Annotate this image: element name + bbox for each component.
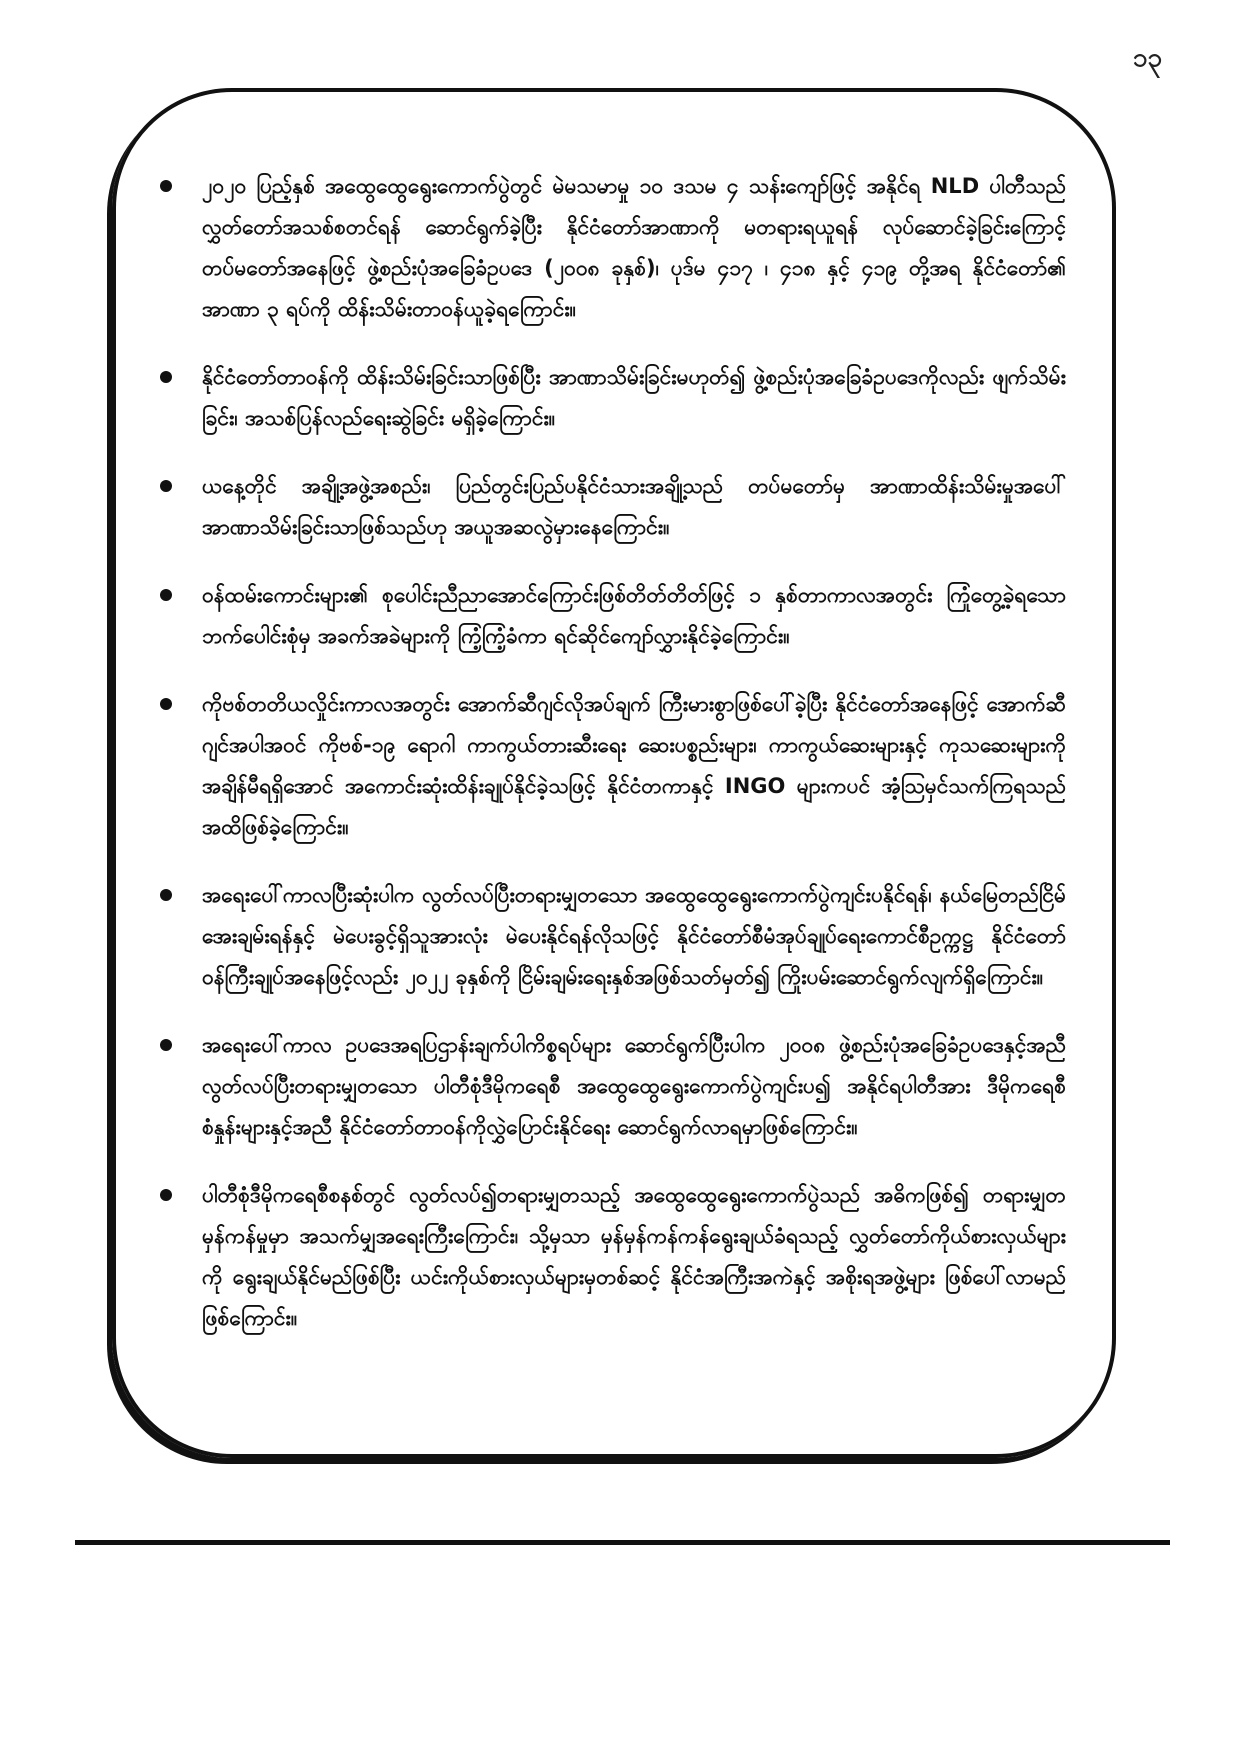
bullet-icon (160, 889, 172, 901)
list-item (160, 575, 1066, 657)
list-item-text: ယနေ့တိုင် အချို့အဖွဲ့အစည်း၊ ပြည်တွင်းပြည်ပနိုင်ငံသားအချို့သည် တပ်မတော်မှ အာဏာထိန်းသိမ်းမှုအပေါ် အာဏာသိမ်းခြင်းသာဖြစ်သည်ဟု အယူအဆလွဲမှားနေကြောင်း။ (202, 474, 1066, 539)
list-item-text: ကိုဗစ်တတိယလှိုင်းကာလအတွင်း အောက်ဆီဂျင်လိုအပ်ချက် ကြီးမားစွာဖြစ်ပေါ်ခဲ့ပြီး နိုင်ငံတော်အနေဖြင့် အောက်ဆီဂျင်အပါအဝင် ကိုဗစ်-၁၉ ရောဂါ ကာကွယ်တားဆီးရေး ဆေးပစ္စည်းများ၊ ကာကွယ်ဆေးများနှင့် ကုသဆေးများကို အချိန်မီရရှိအောင် အကောင်းဆုံးထိန်းချုပ်နိုင်ခဲ့သဖြင့် နိုင်ငံတကာနှင့် INGO များကပင် အံ့ဩမှင်သက်ကြရသည်အထိဖြစ်ခဲ့ကြောင်း။ (202, 692, 1066, 839)
page-number: ၁၃ (1132, 43, 1162, 73)
list-item (160, 466, 1066, 548)
bullet-icon (160, 589, 172, 601)
list-item-text: ပါတီစုံဒီမိုကရေစီစနစ်တွင် လွတ်လပ်၍တရားမျှတသည့် အထွေထွေရွေးကောက်ပွဲသည် အဓိကဖြစ်၍ တရားမျှတမှန်ကန်မှုမှာ အသက်မျှအရေးကြီးကြောင်း၊ သို့မှသာ မှန်မှန်ကန်ကန်ရွေးချယ်ခံရသည့် လွှတ်တော်ကိုယ်စားလှယ်များကို ရွေးချယ်နိုင်မည်ဖြစ်ပြီး ယင်းကိုယ်စားလှယ်များမှတစ်ဆင့် နိုင်ငံအကြီးအကဲနှင့် အစိုးရအဖွဲ့များ ဖြစ်ပေါ်လာမည်ဖြစ်ကြောင်း။ (202, 1183, 1066, 1330)
list-item (160, 684, 1066, 848)
list-item-text: ဝန်ထမ်းကောင်းများ၏ စုပေါင်းညီညာအောင်ကြောင်းဖြစ်တိတ်တိတ်ဖြင့် ၁ နှစ်တာကာလအတွင်း ကြုံတွေ့ခဲ့ရသော ဘက်ပေါင်းစုံမှ အခက်အခဲများကို ကြံ့ကြံ့ခံကာ ရင်ဆိုင်ကျော်လွှားနိုင်ခဲ့ကြောင်း။ (202, 583, 1066, 648)
list-item-text: နိုင်ငံတော်တာဝန်ကို ထိန်းသိမ်းခြင်းသာဖြစ်ပြီး အာဏာသိမ်းခြင်းမဟုတ်၍ ဖွဲ့စည်းပုံအခြေခံဥပဒေကိုလည်း ဖျက်သိမ်းခြင်း၊ အသစ်ပြန်လည်ရေးဆွဲခြင်း မရှိခဲ့ကြောင်း။ (202, 365, 1066, 430)
bullet-icon (160, 371, 172, 383)
list-item (160, 875, 1066, 998)
list-item (160, 1025, 1066, 1148)
bullet-list (160, 166, 1066, 1339)
footer-divider (75, 1540, 1170, 1545)
bullet-icon (160, 480, 172, 492)
list-item-text: အရေးပေါ်ကာလ ဥပဒေအရပြဌာန်းချက်ပါကိစ္စရပ်များ ဆောင်ရွက်ပြီးပါက ၂၀၀၈ ဖွဲ့စည်းပုံအခြေခံဥပဒေနှင့်အညီ လွတ်လပ်ပြီးတရားမျှတသော ပါတီစုံဒီမိုကရေစီ အထွေထွေရွေးကောက်ပွဲကျင်းပ၍ အနိုင်ရပါတီအား ဒီမိုကရေစီစံနှုန်းများနှင့်အညီ နိုင်ငံတော်တာဝန်ကိုလွှဲပြောင်းနိုင်ရေး ဆောင်ရွက်လာရမှာဖြစ်ကြောင်း။ (202, 1033, 1066, 1139)
rounded-content-frame (112, 88, 1116, 1458)
bullet-icon (160, 1189, 172, 1201)
bullet-icon (160, 1039, 172, 1051)
list-item (160, 357, 1066, 439)
list-item-text: အရေးပေါ်ကာလပြီးဆုံးပါက လွတ်လပ်ပြီးတရားမျှတသော အထွေထွေရွေးကောက်ပွဲကျင်းပနိုင်ရန်၊ နယ်မြေတည်ငြိမ်အေးချမ်းရန်နှင့် မဲပေးခွင့်ရှိသူအားလုံး မဲပေးနိုင်ရန်လိုသဖြင့် နိုင်ငံတော်စီမံအုပ်ချုပ်ရေးကောင်စီဥက္ကဋ္ဌ နိုင်ငံတော်ဝန်ကြီးချုပ်အနေဖြင့်လည်း ၂၀၂၂ ခုနှစ်ကို ငြိမ်းချမ်းရေးနှစ်အဖြစ်သတ်မှတ်၍ ကြိုးပမ်းဆောင်ရွက်လျက်ရှိကြောင်း။ (202, 883, 1066, 989)
list-item-text: ၂၀၂၀ ပြည့်နှစ် အထွေထွေရွေးကောက်ပွဲတွင် မဲမသမာမှု ၁၀ ဒသမ ၄ သန်းကျော်ဖြင့် အနိုင်ရ NLD ပါတီသည် လွှတ်တော်အသစ်စတင်ရန် ဆောင်ရွက်ခဲ့ပြီး နိုင်ငံတော်အာဏာကို မတရားရယူရန် လုပ်ဆောင်ခဲ့ခြင်းကြောင့် တပ်မတော်အနေဖြင့် ဖွဲ့စည်းပုံအခြေခံဥပဒေ (၂၀၀၈ ခုနှစ်)၊ ပုဒ်မ ၄၁၇ ၊ ၄၁၈ နှင့် ၄၁၉ တို့အရ နိုင်ငံတော်၏ အာဏာ ၃ ရပ်ကို ထိန်းသိမ်းတာဝန်ယူခဲ့ရကြောင်း။ (202, 174, 1066, 321)
bullet-icon (160, 698, 172, 710)
list-item (160, 166, 1066, 330)
bullet-icon (160, 180, 172, 192)
list-item (160, 1175, 1066, 1339)
